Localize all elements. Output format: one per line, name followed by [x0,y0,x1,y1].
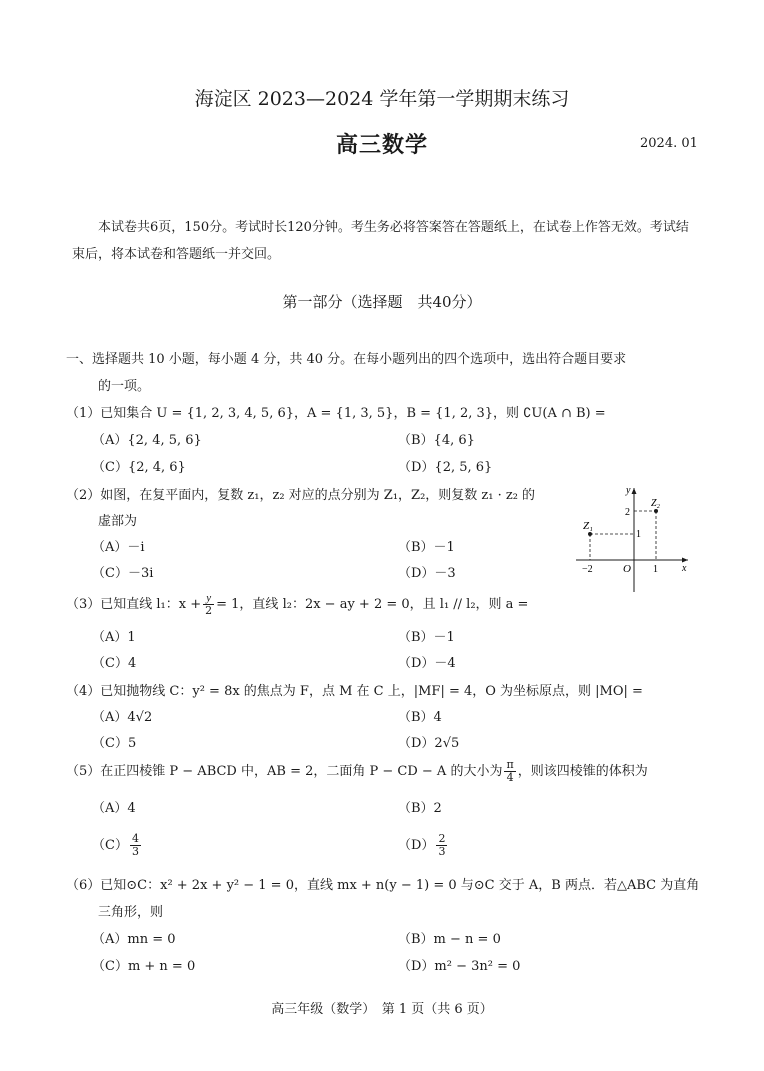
tick-y-1: 1 [636,529,641,540]
label-x-axis: x [682,563,687,574]
tick-x-1: 1 [653,564,658,575]
q3-option-d: （D）－4 [398,656,456,671]
label-origin: O [623,563,631,575]
complex-plane-figure [570,482,694,594]
q6-option-d: （D）m² − 3n² = 0 [398,959,521,974]
q2-stem-line2: 虚部为 [98,514,138,529]
q4-option-c: （C）5 [92,736,137,751]
q5-stem [66,759,648,784]
section-title: 第一部分（选择题 共40分） [282,293,482,311]
q3-option-a: （A）1 [92,630,136,645]
q3-frac-den: 2 [205,604,213,617]
q3-stem-post: = 1，直线 l₂：2x − ay + 2 = 0，且 l₁ // l₂，则 a = [216,597,529,612]
q3-frac-num: y [203,592,214,605]
subject-title: 高三数学 [335,132,428,158]
q5-option-d-label: （D） [398,838,435,853]
q5-c-den: 3 [131,845,139,858]
q5-d-den: 3 [438,845,446,858]
q4-option-a: （A）4√2 [92,710,153,725]
part1-instruction-line1: 一、选择题共 10 小题，每小题 4 分，共 40 分。在每小题列出的四个选项中，选出符合题目要求 [66,352,627,367]
q3-stem [66,592,528,617]
q4-stem: （4）已知抛物线 C：y² = 8x 的焦点为 F，点 M 在 C 上，|MF| = 4，O 为坐标原点，则 |MO| = [66,684,643,699]
q6-option-b: （B）m − n = 0 [398,932,501,947]
q6-stem: （6）已知⊙C：x² + 2x + y² − 1 = 0，直线 mx + n(y − 1) = 0 与⊙C 交于 A，B 两点．若△ABC 为直角 [66,878,700,893]
exam-date: 2024. 01 [640,136,698,151]
intro-paragraph: 本试卷共6页，150分。考试时长120分钟。考生务必将答案答在答题纸上，在试卷上作答无效。考试结束后，将本试卷和答题纸一并交回。 [72,220,689,262]
point-z2 [654,509,658,513]
q5-stem-pre: （5）在正四棱锥 P − ABCD 中，AB = 2，二面角 P − CD − A 的大小为 [66,764,503,779]
q5-option-d-fraction [436,833,447,858]
q4-option-d: （D）2√5 [398,736,460,751]
q2-option-c: （C）－3i [92,566,154,581]
q1-option-a: （A）{2, 4, 5, 6} [92,433,202,448]
q5-fraction [504,759,515,784]
q5-stem-post: ，则该四棱锥的体积为 [517,764,648,779]
q3-option-b: （B）－1 [398,630,455,645]
q5-option-c [92,833,143,859]
q2-option-a: （A）－i [92,540,145,555]
point-z1 [588,532,592,536]
q5-option-c-label: （C） [92,838,128,853]
q5-frac-den: 4 [506,771,514,784]
q2-option-b: （B）－1 [398,540,455,555]
q3-stem-pre: （3）已知直线 l₁：x + [66,597,202,612]
q1-option-b: （B）{4, 6} [398,433,475,448]
q1-option-c: （C）{2, 4, 6} [92,460,186,475]
q6-stem-line2: 三角形，则 [98,905,164,920]
tick-x-neg2: −2 [582,564,593,575]
q5-option-a: （A）4 [92,801,136,816]
q5-option-b: （B）2 [398,801,442,816]
tick-y-2: 2 [625,507,630,518]
exam-title: 海淀区 2023—2024 学年第一学期期末练习 [194,88,570,110]
label-z2: Z₂ [651,498,661,509]
page-footer: 高三年级（数学） 第 1 页（共 6 页） [271,1002,493,1017]
q4-option-b: （B）4 [398,710,442,725]
q5-option-c-fraction [130,833,141,858]
q1-stem: （1）已知集合 U = {1, 2, 3, 4, 5, 6}，A = {1, 3, 5}，B = {1, 2, 3}，则 ∁U(A ∩ B) = [66,406,606,421]
x-axis-arrow [682,558,688,563]
q5-c-num: 4 [131,832,139,845]
q2-option-d: （D）－3 [398,566,456,581]
y-axis-arrow [632,488,637,494]
q1-option-d: （D）{2, 5, 6} [398,460,493,475]
label-z1: Z₁ [583,520,593,532]
part1-instruction-line2: 的一项。 [98,379,151,394]
q5-frac-num: π [506,758,514,771]
q2-stem: （2）如图，在复平面内，复数 z₁，z₂ 对应的点分别为 Z₁，Z₂，则复数 z₁ · z₂ 的 [66,488,536,503]
q5-d-num: 2 [438,832,446,845]
q3-fraction [203,592,214,617]
q6-option-a: （A）mn = 0 [92,932,176,947]
q6-option-c: （C）m + n = 0 [92,959,196,974]
label-y-axis: y [626,485,631,496]
q5-option-d [398,833,449,859]
q3-option-c: （C）4 [92,656,137,671]
